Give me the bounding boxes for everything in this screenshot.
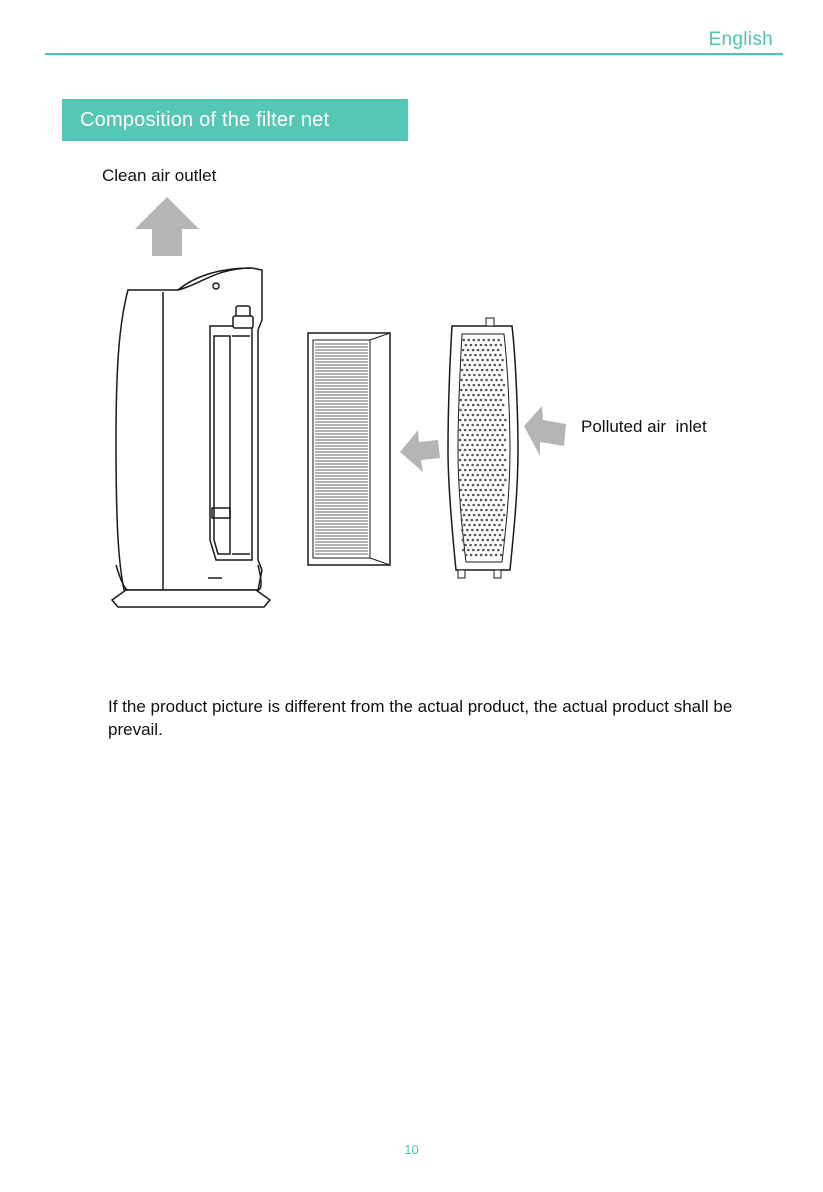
page-number: 10	[404, 1142, 419, 1157]
polluted-air-inlet-label: Polluted air inlet	[581, 417, 707, 436]
disclaimer-note: If the product picture is different from the actual product, the actual product shall be prevail.	[108, 697, 733, 739]
air-purifier-unit	[112, 268, 270, 607]
language-label: English	[708, 29, 773, 50]
pre-filter-mesh	[448, 318, 518, 578]
section-title: Composition of the filter net	[62, 99, 408, 141]
up-arrow-icon	[135, 197, 199, 256]
left-arrow-icon	[400, 430, 440, 472]
clean-air-outlet-label: Clean air outlet	[102, 166, 217, 185]
down-left-arrow-icon	[524, 406, 566, 456]
hepa-filter	[308, 333, 390, 565]
